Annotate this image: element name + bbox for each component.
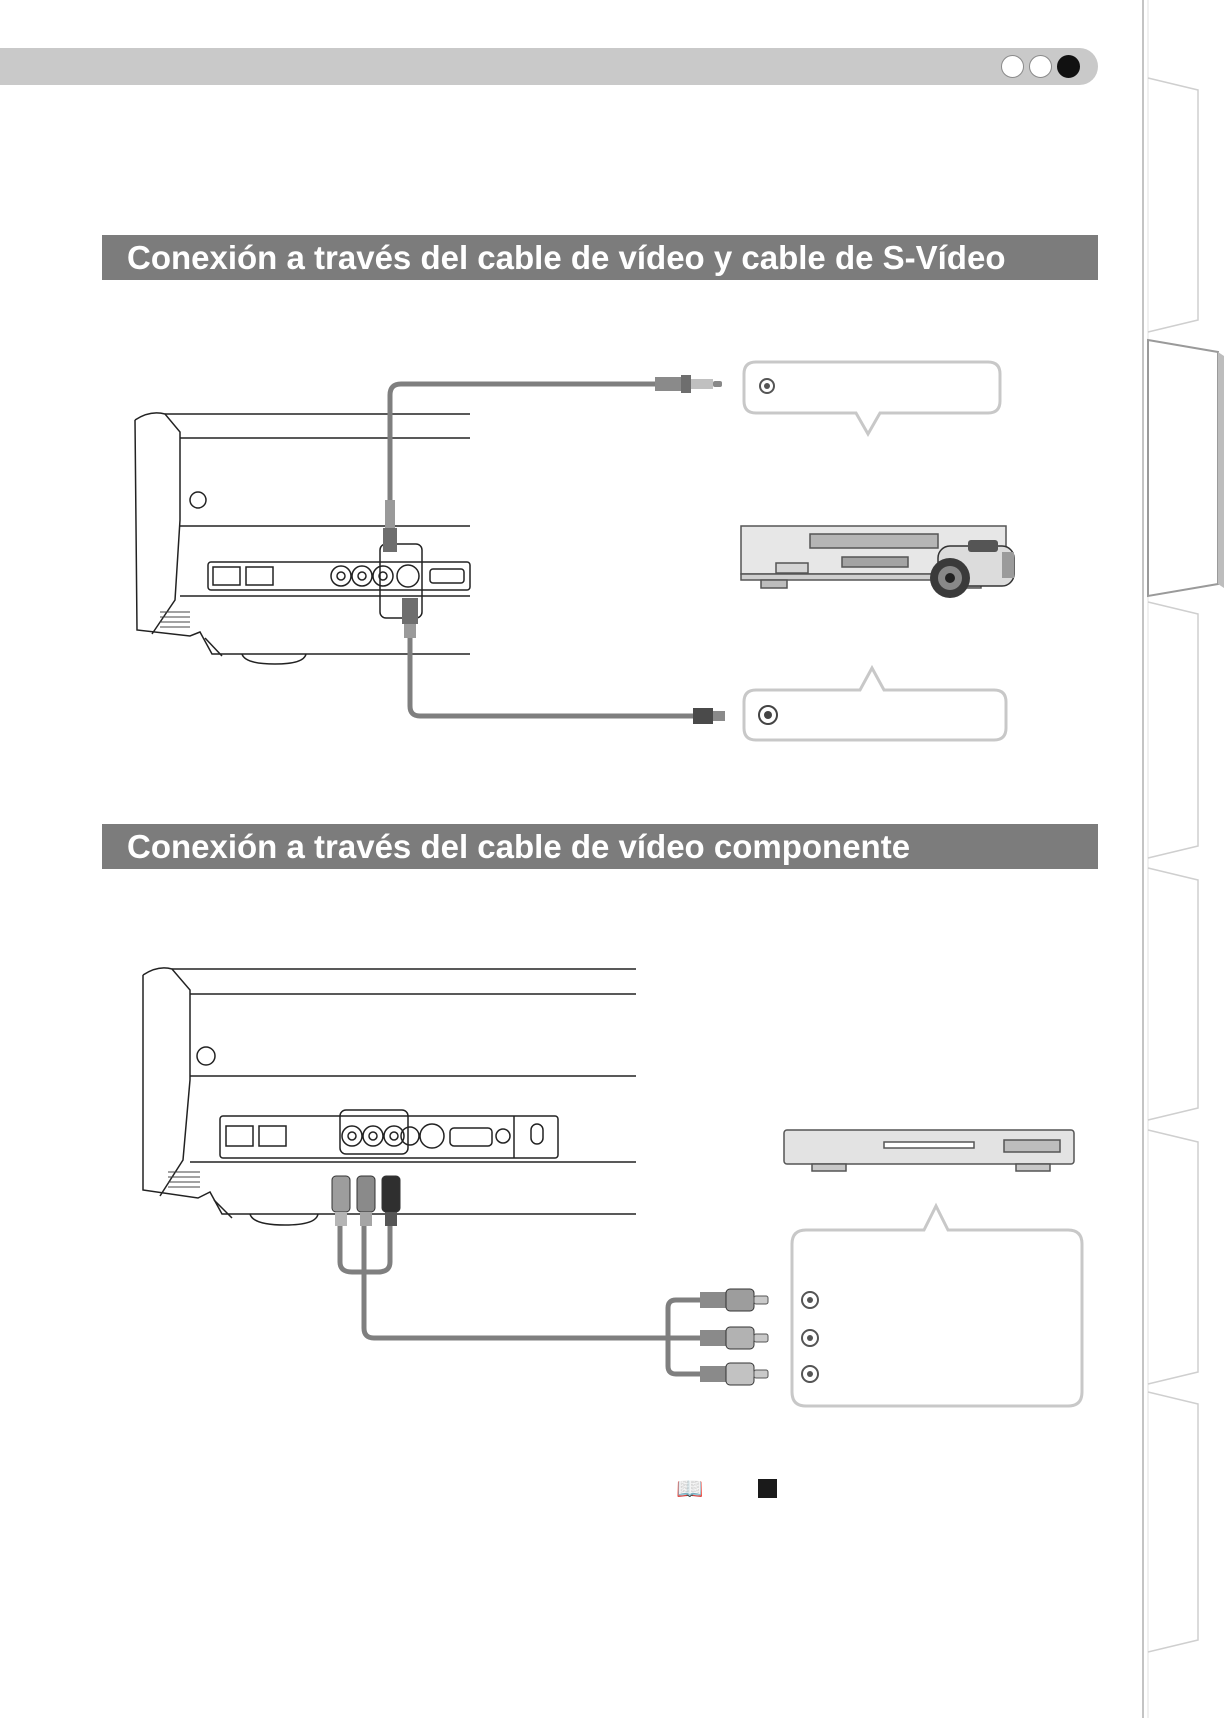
open-book-icon: 📖: [676, 1476, 704, 1501]
chapter-tab-active: [1148, 340, 1218, 596]
section-heading-component: Conexión a través del cable de vídeo componente: [102, 824, 1098, 869]
component-cable-trunk: [364, 1260, 668, 1338]
black-square-icon: [758, 1479, 777, 1498]
callout-component-input: [792, 1206, 1082, 1406]
chapter-tabs: [1136, 0, 1225, 1718]
dvd-player-device: [784, 1130, 1074, 1171]
component-plugs-device: [700, 1289, 768, 1385]
component-plugs-projector: [332, 1176, 400, 1226]
section-heading-video-svideo: Conexión a través del cable de vídeo y cable de S-Vídeo: [102, 235, 1098, 280]
